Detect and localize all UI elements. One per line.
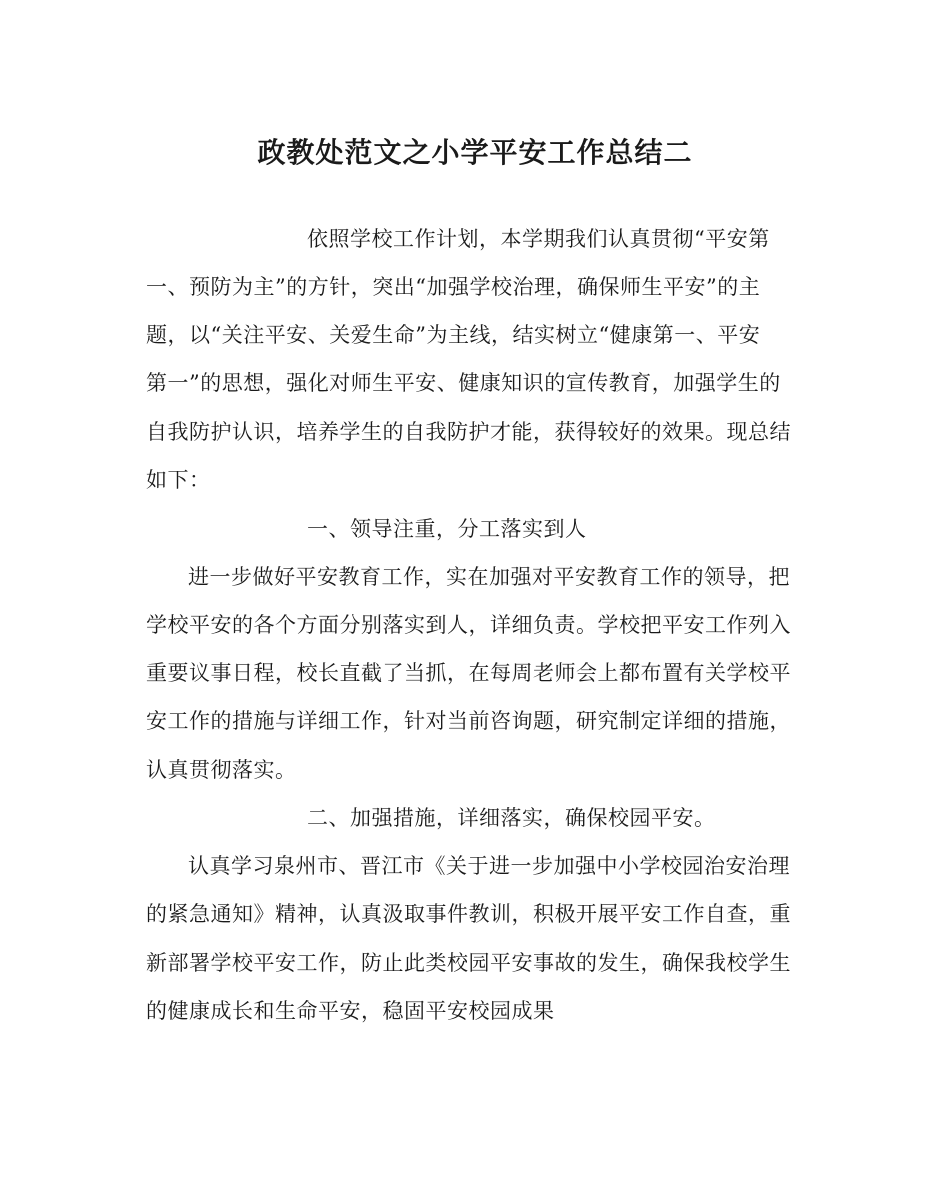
section1-line-5: 认真贯彻落实。 bbox=[146, 758, 297, 782]
section2-line-3: 新部署学校平安工作，防止此类校园平安事故的发生，确保我校学生 bbox=[146, 951, 791, 975]
section2-line-2: 的紧急通知》精神，认真汲取事件教训，积极开展平安工作自查，重 bbox=[146, 902, 791, 926]
document-title: 政教处范文之小学平安工作总结二 bbox=[257, 136, 693, 169]
intro-line-2: 一、预防为主”的方针，突出“加强学校治理，确保师生平安”的主 bbox=[146, 275, 761, 299]
intro-line-4: 第一”的思想，强化对师生平安、健康知识的宣传教育，加强学生的 bbox=[146, 371, 781, 395]
section1-line-1: 进一步做好平安教育工作，实在加强对平安教育工作的领导，把 bbox=[188, 565, 790, 589]
section2-line-1: 认真学习泉州市、晋江市《关于进一步加强中小学校园治安治理 bbox=[188, 854, 790, 878]
section-heading-2: 二、加强措施，详细落实，确保校园平安。 bbox=[307, 806, 716, 830]
section2-line-4: 的健康成长和生命平安，稳固平安校园成果 bbox=[146, 999, 555, 1023]
intro-line-5: 自我防护认识，培养学生的自我防护才能，获得较好的效果。现总结 bbox=[146, 420, 791, 444]
section1-line-4: 安工作的措施与详细工作，针对当前咨询题，研究制定详细的措施， bbox=[146, 709, 791, 733]
section1-line-2: 学校平安的各个方面分别落实到人，详细负责。学校把平安工作列入 bbox=[146, 613, 791, 637]
intro-line-3: 题，以“关注平安、关爱生命”为主线，结实树立“健康第一、平安 bbox=[146, 323, 761, 347]
intro-line-1: 依照学校工作计划，本学期我们认真贯彻“平安第 bbox=[307, 227, 770, 251]
section-heading-1: 一、领导注重，分工落实到人 bbox=[307, 517, 587, 541]
intro-line-6: 如下： bbox=[146, 468, 211, 492]
section1-line-3: 重要议事日程，校长直截了当抓，在每周老师会上都布置有关学校平 bbox=[146, 661, 791, 685]
